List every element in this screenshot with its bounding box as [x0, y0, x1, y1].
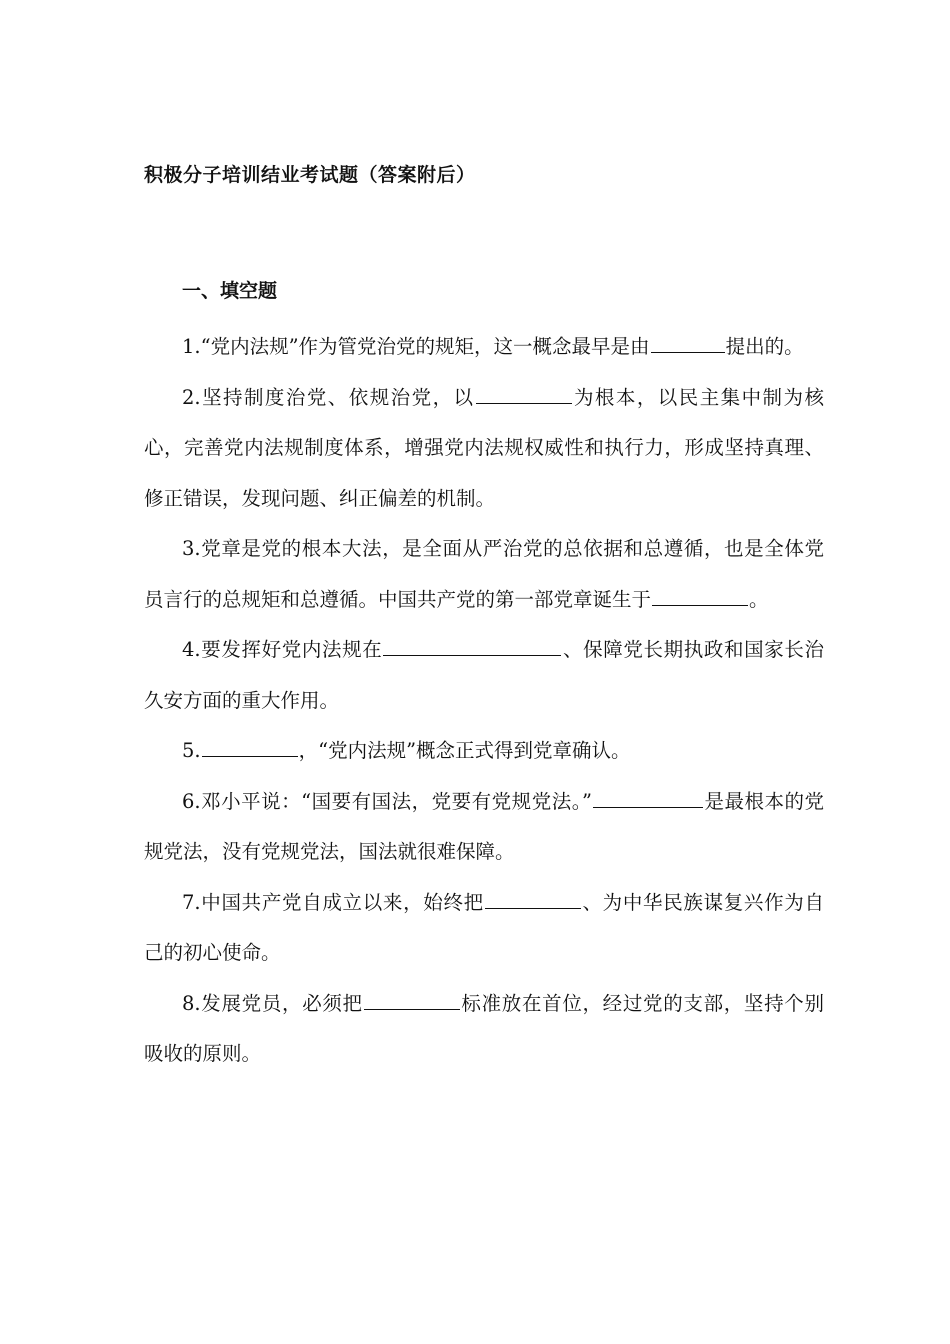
answer-blank [593, 785, 703, 808]
question-1 [144, 322, 824, 373]
answer-blank [485, 886, 581, 909]
question-text-after-blank: 提出的。 [725, 335, 804, 358]
question-text-after-blank: 、保障党长期执政和国家长治久安方面的重大作用。 [144, 638, 824, 712]
answer-blank [652, 583, 748, 606]
document-title: 积极分子培训结业考试题（答案附后） [144, 164, 476, 186]
question-text-before-blank: 中国共产党自成立以来，始终把 [200, 890, 484, 914]
answer-blank [651, 330, 725, 353]
question-7 [144, 878, 824, 979]
question-8 [144, 979, 824, 1080]
question-text-after-blank: ，“党内法规”概念正式得到党章确认。 [298, 739, 631, 762]
question-4 [144, 625, 824, 726]
question-text-after-blank: 标准放在首位，经过党的支部，坚持个别吸收的原则。 [144, 991, 824, 1065]
question-text-before-blank: “党内法规”作为管党治党的规矩，这一概念最早是由 [200, 335, 650, 358]
question-text-after-blank: 。 [749, 587, 769, 611]
question-number: 1. [182, 335, 201, 358]
question-3 [144, 524, 824, 625]
question-text-before-blank: 坚持制度治党、依规治党，以 [200, 385, 475, 409]
question-5 [144, 726, 824, 777]
question-number: 3. [182, 537, 201, 560]
question-number: 2. [182, 385, 201, 409]
question-text-before-blank: 要发挥好党内法规在 [200, 638, 383, 661]
question-number: 6. [182, 789, 201, 813]
section-heading: 一、填空题 [182, 280, 278, 302]
question-2 [144, 373, 824, 525]
question-text-after-blank: 为根本，以民主集中制为核心，完善党内法规制度体系，增强党内法规权威性和执行力，形成坚持真理、修正错误，发现问题、纠正偏差的机制。 [144, 385, 824, 510]
answer-blank [202, 734, 298, 757]
question-text-after-blank: 是最根本的党规党法，没有党规党法，国法就很难保障。 [144, 789, 824, 863]
answer-blank [364, 987, 460, 1010]
question-text-after-blank: 、为中华民族谋复兴作为自己的初心使命。 [144, 890, 824, 964]
question-text-before-blank: 发展党员，必须把 [200, 991, 363, 1015]
question-number: 5. [182, 739, 201, 762]
answer-blank [476, 381, 572, 404]
question-number: 4. [182, 638, 201, 661]
question-number: 7. [182, 890, 201, 914]
question-text-before-blank: 党章是党的根本大法，是全面从严治党的总依据和总遵循，也是全体党员言行的总规矩和总遵循。中国共产党的第一部党章诞生于 [144, 537, 824, 611]
answer-blank [383, 633, 561, 656]
question-number: 8. [182, 991, 201, 1015]
question-6 [144, 777, 824, 878]
question-list [144, 322, 824, 1080]
question-text-before-blank: 邓小平说：“国要有国法，党要有党规党法。” [200, 789, 592, 813]
